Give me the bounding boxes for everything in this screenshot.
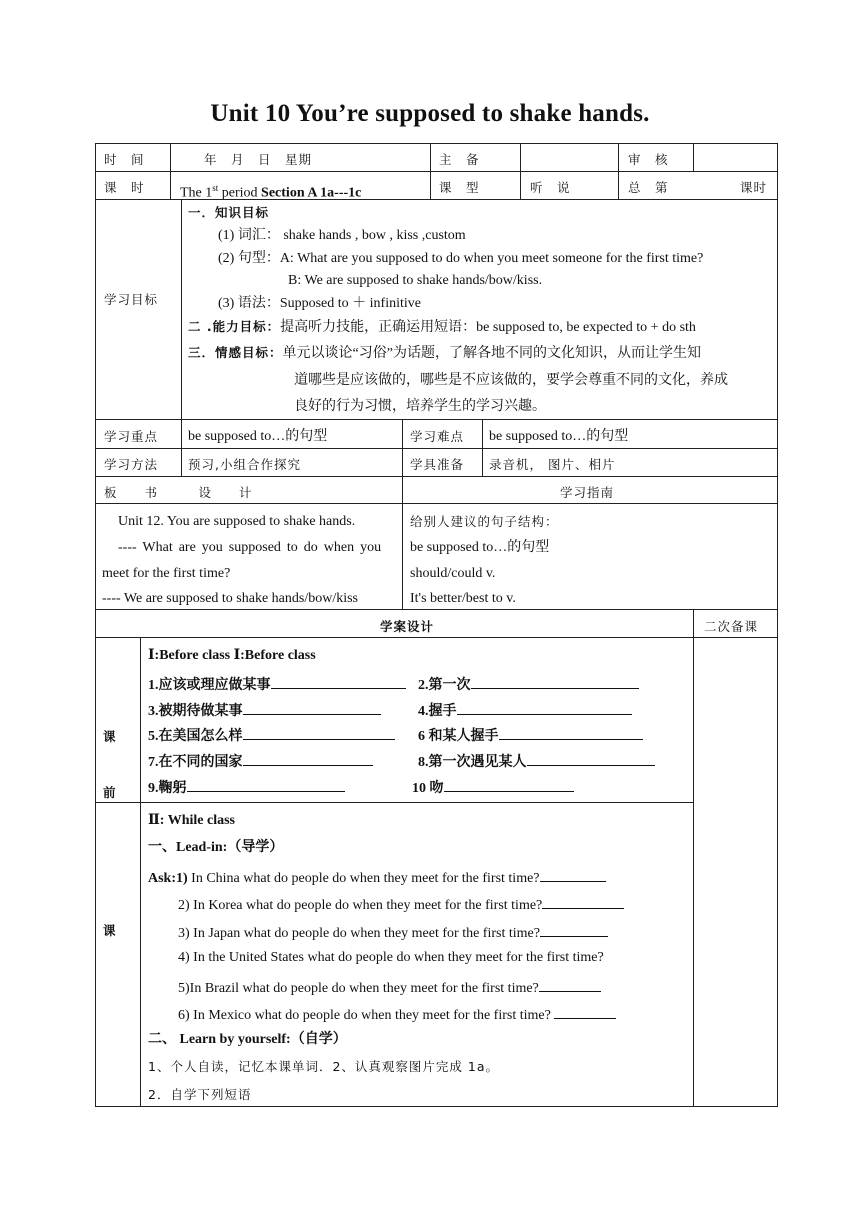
while-heading: Ⅱ: While class [148,813,235,828]
type-value: 听 说 [530,180,571,195]
before-item: 5.在美国怎么样 [148,725,395,746]
before-item: 1.应该或理应做某事 [148,674,406,695]
before-item: 2.第一次 [418,674,639,695]
guide-line-3: should/could v. [410,566,496,581]
tools-value: 录音机， 图片、相片 [489,457,616,472]
before-item: 3.被期待做某事 [148,700,381,721]
type-label: 课 型 [439,180,480,195]
before-side-2: 前 [103,785,117,800]
leadin-heading: 一、Lead-in:（导学） [148,840,284,855]
before-item: 10 吻 [412,777,574,798]
difficulty-label: 学习难点 [410,429,465,444]
board-line-3: meet for the first time? [102,566,231,581]
objective-emotion-3: 良好的行为习惯，培养学生的学习兴趣。 [294,399,546,414]
board-label: 板 书 设 计 [104,485,253,500]
board-line-2: ---- What are you supposed to do when you [118,540,382,555]
objective-emotion-2: 道哪些是应该做的，哪些是不应该做的，要学会尊重不同的文化，养成 [294,373,728,388]
method-value: 预习,小组合作探究 [188,457,301,472]
before-item: 9.鞠躬 [148,777,345,798]
lesson-value: The 1st period Section A 1a---1c [180,183,362,201]
self-study-1: 1、个人自读，记忆本课单词．2、认真观察图片完成 1a。 [148,1059,499,1074]
question-6: 6) In Mexico what do people do when they meet for the first time? [178,1004,616,1025]
objective-sentence-a: (2) 句型：A: What are you supposed to do when you meet someone for the first time? [218,251,704,266]
review-label: 审 核 [628,152,669,167]
lesson-label: 课 时 [104,180,145,195]
guide-line-1: 给别人建议的句子结构： [410,514,559,529]
question-1: Ask:1) In China what do people do when they meet for the first time? [148,867,606,888]
second-prep-label: 二次备课 [704,619,759,634]
focus-value: be supposed to…的句型 [188,429,328,444]
before-heading: Ⅰ:Before class Ⅰ:Before class [148,648,316,663]
objective-ability: 二 .能力目标：提高听力技能，正确运用短语：be supposed to, be expected to + do sth [188,319,696,335]
before-item: 6 和某人握手 [418,725,643,746]
while-side: 课 [103,923,117,938]
objective-vocab: (1) 词汇： shake hands , bow , kiss ,custom [218,228,466,243]
self-study-2: 2．自学下列短语 [148,1087,252,1102]
difficulty-value: be supposed to…的句型 [489,429,629,444]
question-4: 4) In the United States what do people do when they meet for the first time? [178,950,604,965]
focus-label: 学习重点 [104,429,159,444]
objectives-label: 学习目标 [104,292,159,307]
guide-line-4: It's better/best to v. [410,591,516,606]
total-suffix: 课时 [740,180,768,195]
board-line-1: Unit 12. You are supposed to shake hands. [118,514,356,529]
design-label: 学案设计 [380,619,435,634]
tools-label: 学具准备 [410,457,465,472]
board-line-4: ---- We are supposed to shake hands/bow/kiss [102,591,359,606]
before-item: 8.第一次遇见某人 [418,751,655,772]
page-title: Unit 10 You’re supposed to shake hands. [210,100,650,127]
before-item: 4.握手 [418,700,632,721]
question-2: 2) In Korea what do people do when they meet for the first time? [178,894,624,915]
question-5: 5)In Brazil what do people do when they meet for the first time? [178,977,601,998]
before-item: 7.在不同的国家 [148,751,373,772]
before-side-1: 课 [103,729,117,744]
learn-heading: 二、 Learn by yourself:（自学） [148,1032,347,1047]
time-value: 年 月 日 星期 [204,152,313,167]
objective-sentence-b: B: We are supposed to shake hands/bow/kiss. [288,273,543,288]
objective-grammar: (3) 语法：Supposed to ＋ infinitive [218,296,421,311]
question-3: 3) In Japan what do people do when they meet for the first time? [178,922,608,943]
objective-knowledge-heading: 一．知识目标 [188,205,270,220]
objective-emotion: 三．情感目标：单元以谈论“习俗”为话题，了解各地不同的文化知识，从而让学生知 [188,345,701,361]
prepare-label: 主 备 [439,152,480,167]
guide-label: 学习指南 [560,485,615,500]
time-label: 时 间 [104,152,145,167]
guide-line-2: be supposed to…的句型 [410,540,550,555]
method-label: 学习方法 [104,457,159,472]
total-label: 总 第 [628,180,669,195]
